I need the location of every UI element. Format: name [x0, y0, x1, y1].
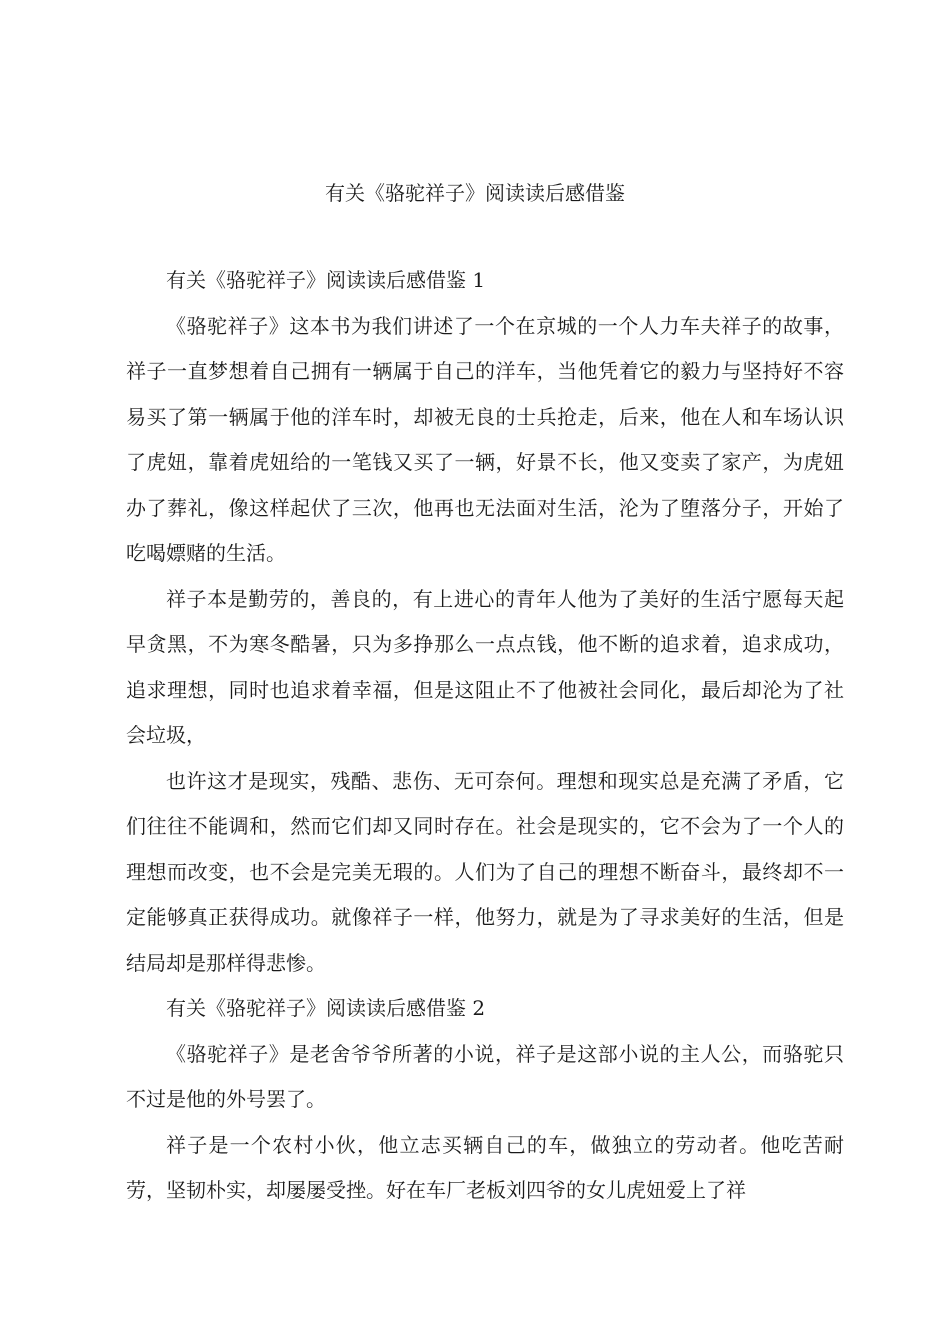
- paragraph: 祥子本是勤劳的，善良的，有上进心的青年人他为了美好的生活宁愿每天起早贪黑，不为寒冬酷暑，只为多挣那么一点点钱，他不断的追求着，追求成功，追求理想，同时也追求着幸福，但是这阻止不了他被社会同化，最后却沦为了社会垃圾，: [126, 586, 844, 747]
- paragraph: 《骆驼祥子》这本书为我们讲述了一个在京城的一个人力车夫祥子的故事，祥子一直梦想着自己拥有一辆属于自己的洋车，当他凭着它的毅力与坚持好不容易买了第一辆属于他的洋车时，却被无良的士兵抢走，后来，他在人和车场认识了虎妞，靠着虎妞给的一笔钱又买了一辆，好景不长，他又变卖了家产，为虎妞办了葬礼，像这样起伏了三次，他再也无法面对生活，沦为了堕落分子，开始了吃喝嫖赌的生活。: [126, 313, 844, 565]
- document-title: 有关《骆驼祥子》阅读读后感借鉴: [325, 181, 625, 205]
- paragraph: 祥子是一个农村小伙，他立志买辆自己的车，做独立的劳动者。他吃苦耐劳，坚韧朴实，却屡屡受挫。好在车厂老板刘四爷的女儿虎妞爱上了祥: [126, 1132, 844, 1202]
- section-heading-2: 有关《骆驼祥子》阅读读后感借鉴 2: [166, 996, 486, 1020]
- paragraph: 也许这才是现实，残酷、悲伤、无可奈何。理想和现实总是充满了矛盾，它们往往不能调和，然而它们却又同时存在。社会是现实的，它不会为了一个人的理想而改变，也不会是完美无瑕的。人们为了自己的理想不断奋斗，最终却不一定能够真正获得成功。就像祥子一样，他努力，就是为了寻求美好的生活，但是结局却是那样得悲惨。: [126, 768, 844, 975]
- section-heading-1: 有关《骆驼祥子》阅读读后感借鉴 1: [166, 268, 486, 292]
- document-body: [126, 258, 844, 1214]
- paragraph: 《骆驼祥子》是老舍爷爷所著的小说，祥子是这部小说的主人公，而骆驼只不过是他的外号罢了。: [126, 1041, 844, 1111]
